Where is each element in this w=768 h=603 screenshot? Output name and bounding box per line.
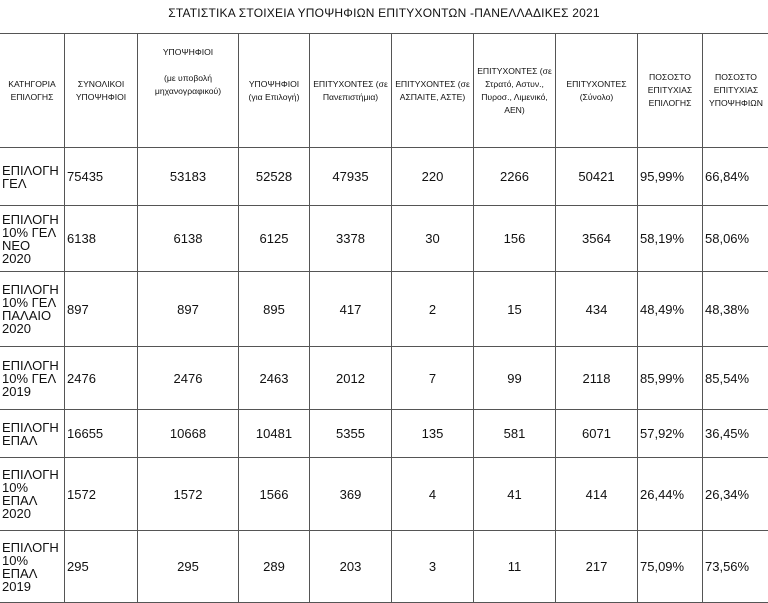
- cell-successful-aspaite-aste: 7: [392, 347, 474, 410]
- cell-successful-universities: 5355: [310, 410, 392, 458]
- cell-total-candidates: 295: [65, 531, 138, 603]
- cell-selection-success-rate: 58,19%: [638, 206, 703, 272]
- cell-successful-total: 434: [556, 272, 638, 347]
- cell-successful-aspaite-aste: 4: [392, 458, 474, 531]
- cell-category: ΕΠΙΛΟΓΗ 10% ΓΕΛ ΝΕΟ 2020: [0, 206, 65, 272]
- cell-selection-success-rate: 26,44%: [638, 458, 703, 531]
- cell-successful-forces: 2266: [474, 148, 556, 206]
- cell-successful-aspaite-aste: 135: [392, 410, 474, 458]
- cell-successful-aspaite-aste: 220: [392, 148, 474, 206]
- cell-successful-aspaite-aste: 2: [392, 272, 474, 347]
- table-row: [0, 410, 768, 458]
- cell-candidate-success-rate: 26,34%: [703, 458, 768, 531]
- cell-candidates-for-selection: 1566: [239, 458, 310, 531]
- cell-candidates-for-selection: 52528: [239, 148, 310, 206]
- cell-candidates-with-form: 6138: [138, 206, 239, 272]
- cell-candidates-with-form: 897: [138, 272, 239, 347]
- table-row: [0, 206, 768, 272]
- table-row: [0, 347, 768, 410]
- cell-candidates-with-form: 10668: [138, 410, 239, 458]
- cell-category: ΕΠΙΛΟΓΗ 10% ΓΕΛ 2019: [0, 347, 65, 410]
- cell-selection-success-rate: 95,99%: [638, 148, 703, 206]
- cell-successful-forces: 11: [474, 531, 556, 603]
- cell-candidate-success-rate: 73,56%: [703, 531, 768, 603]
- cell-candidates-for-selection: 2463: [239, 347, 310, 410]
- table-row: [0, 148, 768, 206]
- cell-successful-forces: 15: [474, 272, 556, 347]
- cell-candidates-with-form: 53183: [138, 148, 239, 206]
- cell-selection-success-rate: 48,49%: [638, 272, 703, 347]
- cell-candidate-success-rate: 48,38%: [703, 272, 768, 347]
- cell-candidates-with-form: 295: [138, 531, 239, 603]
- cell-candidates-for-selection: 289: [239, 531, 310, 603]
- header-total-candidates: ΣΥΝΟΛΙΚΟΙ ΥΠΟΨΗΦΙΟΙ: [65, 34, 138, 148]
- cell-total-candidates: 6138: [65, 206, 138, 272]
- cell-successful-forces: 581: [474, 410, 556, 458]
- cell-category: ΕΠΙΛΟΓΗ 10% ΕΠΑΛ 2019: [0, 531, 65, 603]
- cell-candidate-success-rate: 85,54%: [703, 347, 768, 410]
- cell-candidate-success-rate: 36,45%: [703, 410, 768, 458]
- cell-total-candidates: 75435: [65, 148, 138, 206]
- cell-successful-forces: 99: [474, 347, 556, 410]
- cell-candidate-success-rate: 66,84%: [703, 148, 768, 206]
- cell-successful-total: 6071: [556, 410, 638, 458]
- cell-category: ΕΠΙΛΟΓΗ 10% ΓΕΛ ΠΑΛΑΙΟ 2020: [0, 272, 65, 347]
- cell-candidates-for-selection: 895: [239, 272, 310, 347]
- cell-successful-universities: 369: [310, 458, 392, 531]
- cell-category: ΕΠΙΛΟΓΗ ΕΠΑΛ: [0, 410, 65, 458]
- statistics-table: [0, 33, 768, 603]
- cell-successful-aspaite-aste: 3: [392, 531, 474, 603]
- cell-successful-universities: 2012: [310, 347, 392, 410]
- cell-successful-total: 414: [556, 458, 638, 531]
- header-category: ΚΑΤΗΓΟΡΙΑ ΕΠΙΛΟΓΗΣ: [0, 34, 65, 148]
- cell-category: ΕΠΙΛΟΓΗ ΓΕΛ: [0, 148, 65, 206]
- cell-candidates-with-form: 2476: [138, 347, 239, 410]
- cell-candidates-for-selection: 6125: [239, 206, 310, 272]
- cell-successful-total: 50421: [556, 148, 638, 206]
- cell-category: ΕΠΙΛΟΓΗ 10% ΕΠΑΛ 2020: [0, 458, 65, 531]
- cell-successful-universities: 47935: [310, 148, 392, 206]
- header-successful-forces: ΕΠΙΤΥΧΟΝΤΕΣ (σε Στρατό, Αστυν., Πυροσ., Λιμενικό, ΑΕΝ): [474, 34, 556, 148]
- header-candidates-with-form: ΥΠΟΨΗΦΙΟΙ (με υποβολή μηχανογραφικού): [138, 34, 239, 148]
- cell-successful-universities: 203: [310, 531, 392, 603]
- cell-total-candidates: 897: [65, 272, 138, 347]
- header-successful-aspaite-aste: ΕΠΙΤΥΧΟΝΤΕΣ (σε ΑΣΠΑΙΤΕ, ΑΣΤΕ): [392, 34, 474, 148]
- cell-successful-total: 2118: [556, 347, 638, 410]
- cell-successful-total: 217: [556, 531, 638, 603]
- header-selection-success-rate: ΠΟΣΟΣΤΟ ΕΠΙΤΥΧΙΑΣ ΕΠΙΛΟΓΗΣ: [638, 34, 703, 148]
- table-row: [0, 272, 768, 347]
- cell-successful-forces: 41: [474, 458, 556, 531]
- header-candidate-success-rate: ΠΟΣΟΣΤΟ ΕΠΙΤΥΧΙΑΣ ΥΠΟΨΗΦΙΩΝ: [703, 34, 768, 148]
- cell-total-candidates: 1572: [65, 458, 138, 531]
- cell-selection-success-rate: 57,92%: [638, 410, 703, 458]
- cell-successful-forces: 156: [474, 206, 556, 272]
- table-row: [0, 458, 768, 531]
- cell-candidates-with-form: 1572: [138, 458, 239, 531]
- cell-selection-success-rate: 85,99%: [638, 347, 703, 410]
- cell-successful-aspaite-aste: 30: [392, 206, 474, 272]
- table-row: [0, 531, 768, 603]
- cell-total-candidates: 16655: [65, 410, 138, 458]
- table-header-row: [0, 34, 768, 148]
- header-successful-universities: ΕΠΙΤΥΧΟΝΤΕΣ (σε Πανεπιστήμια): [310, 34, 392, 148]
- cell-candidates-for-selection: 10481: [239, 410, 310, 458]
- cell-total-candidates: 2476: [65, 347, 138, 410]
- header-successful-total: ΕΠΙΤΥΧΟΝΤΕΣ (Σύνολο): [556, 34, 638, 148]
- page-title: ΣΤΑΤΙΣΤΙΚΑ ΣΤΟΙΧΕΙΑ ΥΠΟΨΗΦΙΩΝ ΕΠΙΤΥΧΟΝΤΩΝ -ΠΑΝΕΛΛΑΔΙΚΕΣ 2021: [0, 0, 768, 30]
- cell-successful-universities: 417: [310, 272, 392, 347]
- cell-successful-universities: 3378: [310, 206, 392, 272]
- header-candidates-for-selection: ΥΠΟΨΗΦΙΟΙ (για Επιλογή): [239, 34, 310, 148]
- cell-successful-total: 3564: [556, 206, 638, 272]
- cell-selection-success-rate: 75,09%: [638, 531, 703, 603]
- cell-candidate-success-rate: 58,06%: [703, 206, 768, 272]
